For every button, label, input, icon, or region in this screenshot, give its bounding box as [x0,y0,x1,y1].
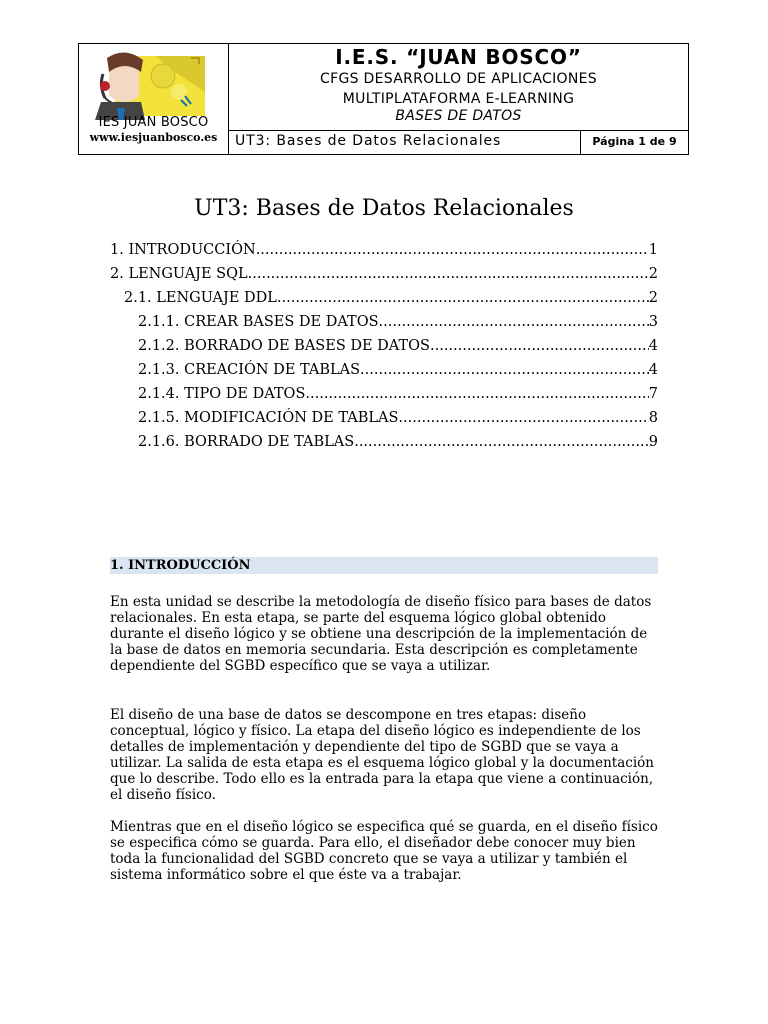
toc-entry[interactable] [110,408,658,432]
toc-entry-label: 2.1.5. MODIFICACIÓN DE TABLAS [138,410,399,426]
toc-entry[interactable] [110,360,658,384]
toc-leader [398,408,648,432]
toc-entry[interactable] [110,336,658,360]
toc-leader [277,288,649,312]
school-name: I.E.S. “JUAN BOSCO” [335,45,582,69]
school-website: www.iesjuanbosco.es [89,131,218,144]
toc-entry-page: 2 [648,266,658,282]
paragraph: Mientras que en el diseño lógico se especifica qué se guarda, en el diseño físico se especifica cómo se guarda. Para ello, el diseñador debe conocer muy bien toda la funcionalidad del SGBD concreto que se vaya a utilizar y también el sistema informático sobre el que éste va a trabajar. [110,819,658,883]
document-title: UT3: Bases de Datos Relacionales [194,196,574,221]
section-heading: 1. INTRODUCCIÓN [110,558,251,573]
page-number: Página 1 de 9 [580,130,688,154]
school-logo [95,52,207,120]
paragraph: En esta unidad se describe la metodología de diseño físico para bases de datos relacionales. En esta etapa, se parte del esquema lógico global obtenido durante el diseño lógico y se obtiene una descripción de la implementación de la base de datos en memoria secundaria. Esta descripción es completamente dependiente del SGBD específico que se vaya a utilizar. [110,594,652,674]
toc-leader [430,336,649,360]
toc-entry-label: 2.1.1. CREAR BASES DE DATOS [138,314,379,330]
toc-entry-page: 2 [648,290,658,306]
toc-entry-label: 2.1.3. CREACIÓN DE TABLAS [138,362,361,378]
toc-entry-page: 9 [648,434,658,450]
toc-leader [256,240,649,264]
toc-entry-page: 1 [648,242,658,258]
toc-entry-page: 4 [648,362,658,378]
toc-entry-label: 2.1.2. BORRADO DE BASES DE DATOS [138,338,430,354]
toc-entry-label: 2.1. LENGUAJE DDL [124,290,277,306]
toc-entry-label: 2. LENGUAJE SQL [110,266,248,282]
toc-leader [354,432,649,456]
subject-name: BASES DE DATOS [395,108,522,124]
unit-title: UT3: Bases de Datos Relacionales [235,133,502,149]
course-line-1: CFGS DESARROLLO DE APLICACIONES [320,71,597,87]
toc-leader [379,312,649,336]
toc-entry[interactable] [110,240,658,264]
toc-entry[interactable] [110,312,658,336]
toc-entry-page: 4 [648,338,658,354]
document-header [78,43,689,155]
toc-leader [305,384,648,408]
toc-entry-page: 8 [648,410,658,426]
toc-entry[interactable] [110,384,658,408]
toc-entry-page: 3 [648,314,658,330]
toc-entry-page: 7 [648,386,658,402]
logo-caption: IES JUAN BOSCO [98,115,209,130]
toc-leader [360,360,649,384]
course-line-2: MULTIPLATAFORMA E-LEARNING [342,91,575,107]
toc-entry-label: 1. INTRODUCCIÓN [110,242,256,258]
course-name [229,69,688,109]
table-of-contents [110,240,658,456]
toc-entry[interactable] [110,432,658,456]
toc-entry[interactable] [110,288,658,312]
toc-entry[interactable] [110,264,658,288]
paragraph: El diseño de una base de datos se descompone en tres etapas: diseño conceptual, lógico y físico. La etapa del diseño lógico es independiente de los detalles de implementación y dependiente del tipo de SGBD que se vaya a utilizar. La salida de esta etapa es el esquema lógico global y la documentación que lo describe. Todo ello es la entrada para la etapa que viene a continuación, el diseño físico. [110,707,654,803]
toc-entry-label: 2.1.6. BORRADO DE TABLAS [138,434,355,450]
toc-entry-label: 2.1.4. TIPO DE DATOS [138,386,306,402]
toc-leader [248,264,649,288]
logo-cell [79,44,229,154]
